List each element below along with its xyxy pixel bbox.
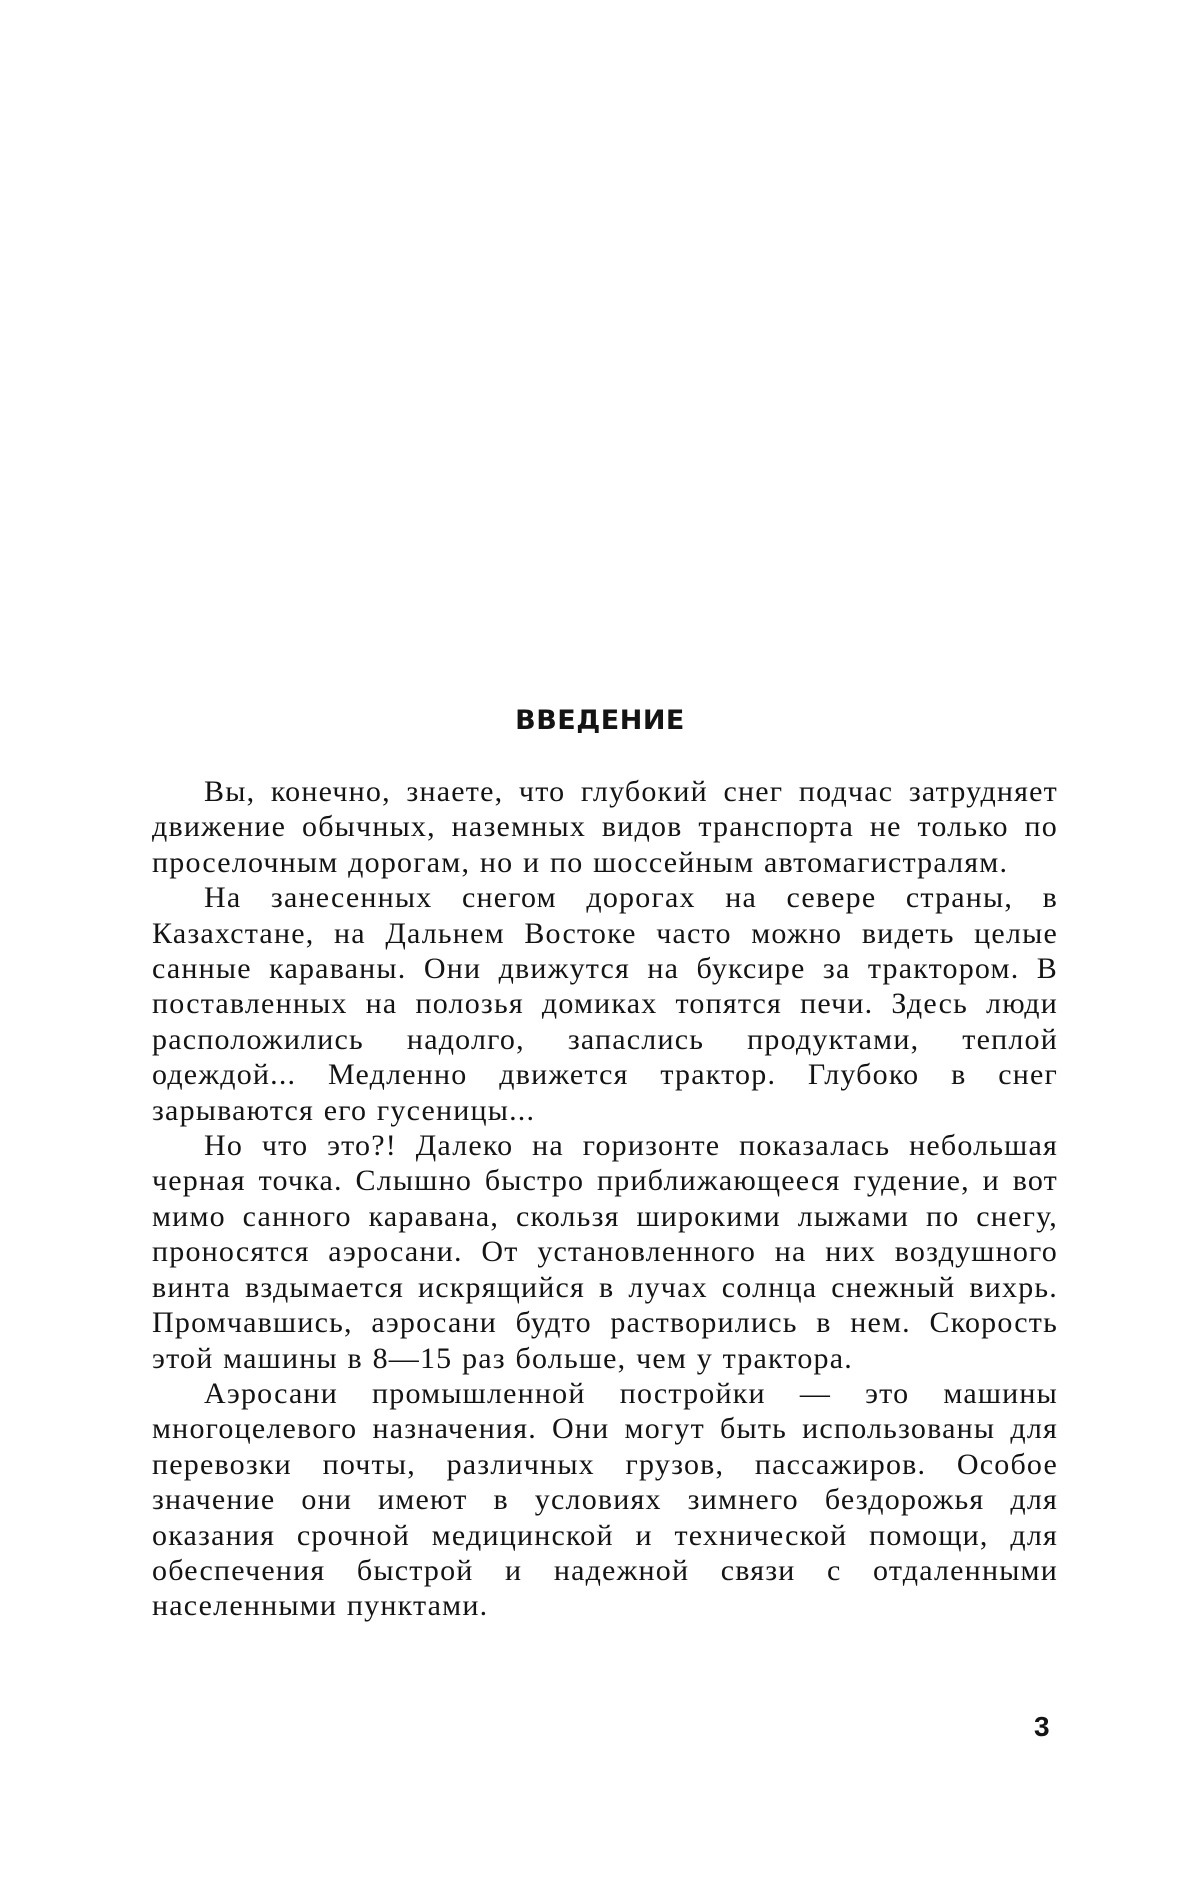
book-page — [0, 0, 1200, 1880]
paragraph-1: Вы, конечно, знаете, что глубокий снег подчас затрудняет движение обычных, наземных видов транспорта не только по проселочным дорогам, но и по шоссейным автомагистралям. — [152, 774, 1058, 880]
page-number: 3 — [1034, 1710, 1050, 1744]
paragraph-2: На занесенных снегом дорогах на севере страны, в Казахстане, на Дальнем Востоке часто можно видеть целые санные караваны. Они движутся на буксире за трактором. В поставленных на полозья домиках топятся печи. Здесь люди расположились надолго, запаслись продуктами, теплой одеждой... Медленно движется трактор. Глубоко в снег зарываются его гусеницы... — [152, 880, 1058, 1128]
body-text — [152, 774, 1058, 1624]
chapter-heading: ВВЕДЕНИЕ — [0, 704, 1200, 738]
paragraph-3: Но что это?! Далеко на горизонте показалась небольшая черная точка. Слышно быстро приближающееся гудение, и вот мимо санного каравана, скользя широкими лыжами по снегу, проносятся аэросани. От установленного на них воздушного винта вздымается искрящийся в лучах солнца снежный вихрь. Промчавшись, аэросани будто растворились в нем. Скорость этой машины в 8—15 раз больше, чем у трактора. — [152, 1128, 1058, 1376]
paragraph-4: Аэросани промышленной постройки — это машины многоцелевого назначения. Они могут быть использованы для перевозки почты, различных грузов, пассажиров. Особое значение они имеют в условиях зимнего бездорожья для оказания срочной медицинской и технической помощи, для обеспечения быстрой и надежной связи с отдаленными населенными пунктами. — [152, 1376, 1058, 1624]
